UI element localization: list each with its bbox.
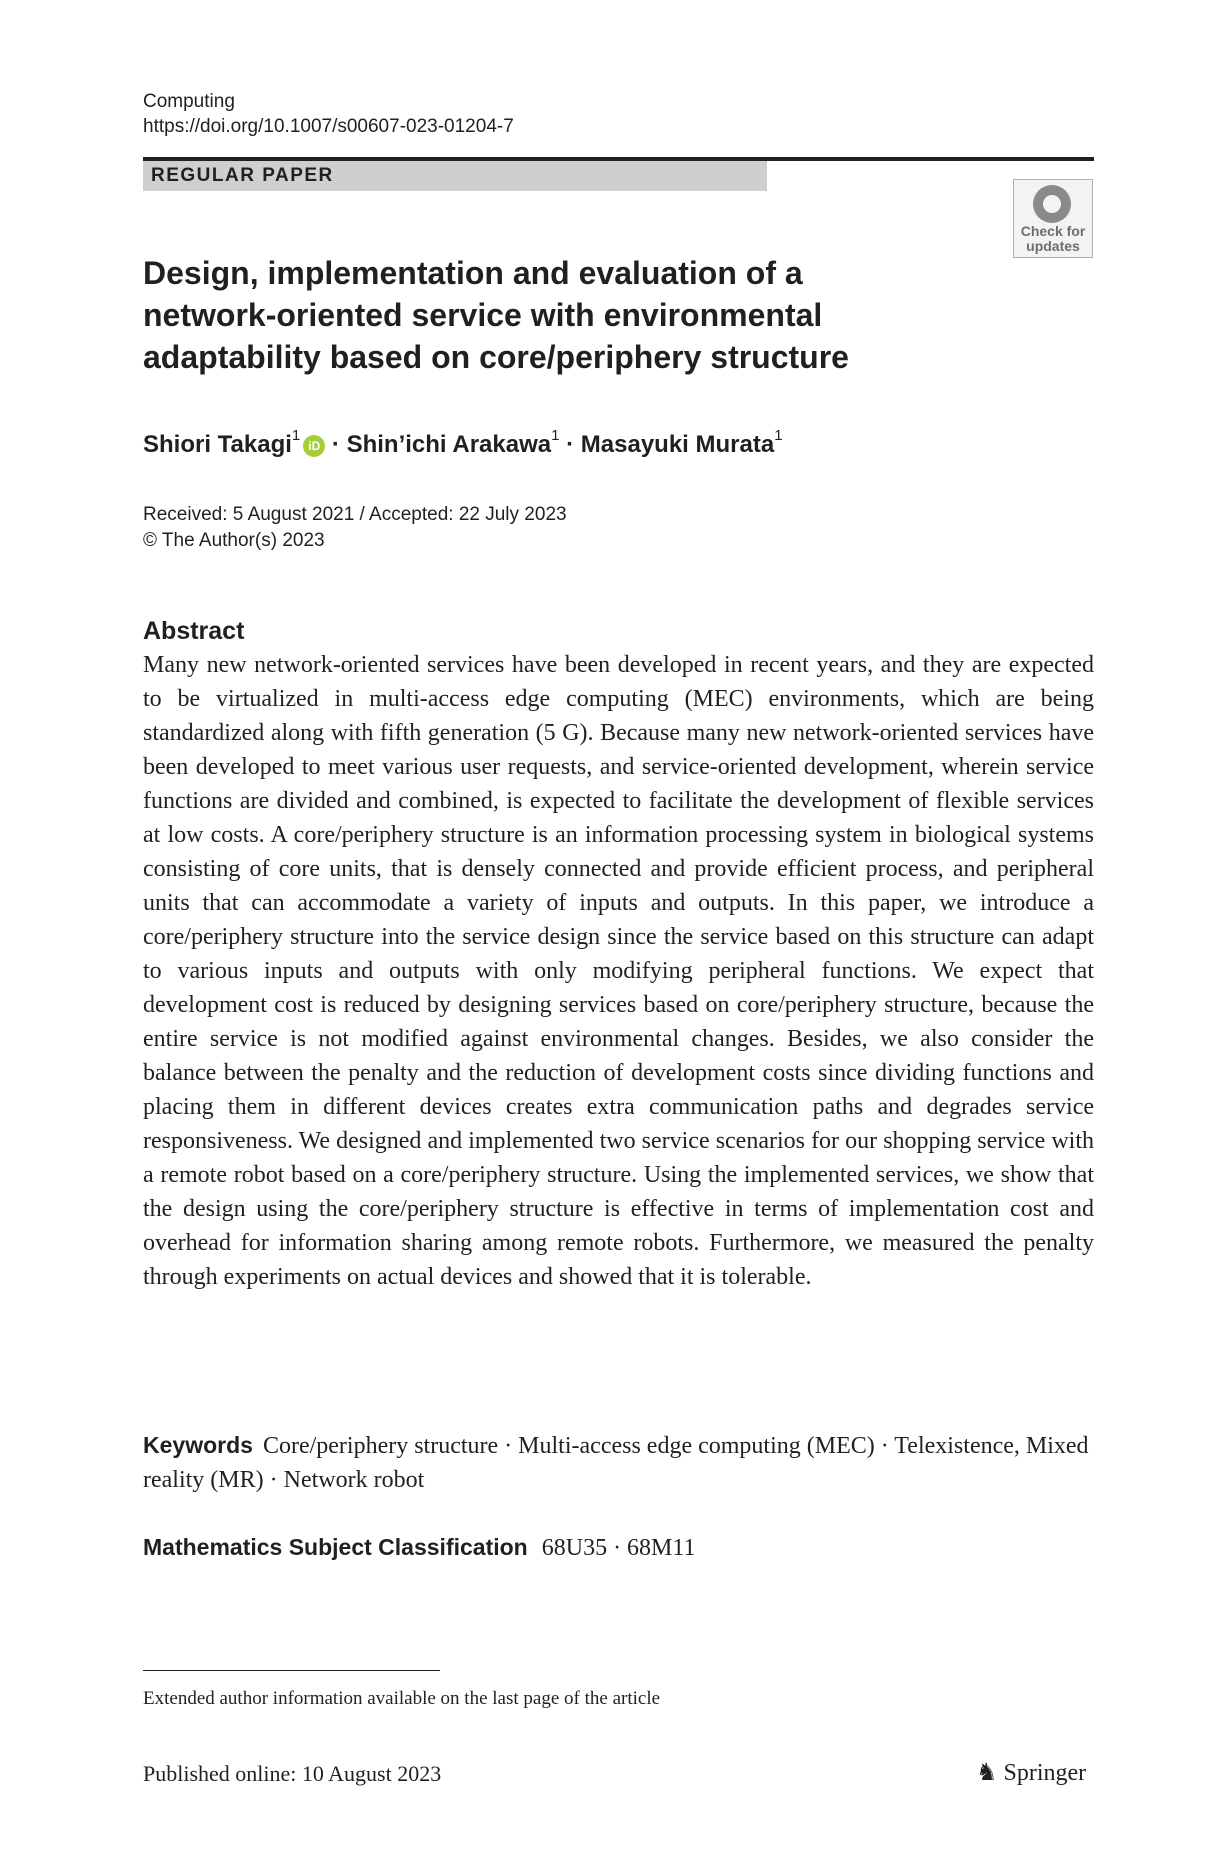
keywords-section (143, 1428, 1094, 1497)
author-list (143, 423, 783, 461)
orcid-icon[interactable]: iD (303, 435, 325, 457)
paper-type-label: REGULAR PAPER (143, 161, 767, 191)
author-separator: · (559, 431, 581, 458)
copyright-notice: © The Author(s) 2023 (143, 530, 325, 551)
journal-name: Computing (143, 91, 235, 112)
msc-codes: 68U35 · 68M11 (541, 1535, 696, 1561)
springer-horse-icon: ♞ (976, 1760, 998, 1786)
footnote-rule (143, 1670, 440, 1671)
check-for-updates-icon[interactable] (1013, 179, 1093, 258)
msc-section (143, 1530, 696, 1565)
affiliation-marker: 1 (291, 427, 301, 444)
abstract-text: Many new network-oriented services have been developed in recent years, and they are expected to be virtualized in multi-access edge computing (MEC) environments, which are being standardized along with fifth generation (5 G). Because many new network-oriented services have been developed to meet various user requests, and service-oriented development, wherein service functions are divided and combined, is expected to facilitate the development of flexible services at low costs. A core/periphery structure is an information processing system in biological systems consisting of core units, that is densely connected and provide efficient process, and peripheral units that can accommodate a variety of inputs and outputs. In this paper, we introduce a core/periphery structure into the service design since the service based on this structure can adapt to various inputs and outputs with only modifying peripheral functions. We expect that development cost is reduced by designing services based on core/periphery structure, because the entire service is not modified against environmental changes. Besides, we also consider the balance between the penalty and the reduction of development costs since dividing functions and placing them in different devices creates extra communication paths and degrades service responsiveness. We designed and implemented two service scenarios for our shopping service with a remote robot based on a core/periphery structure. Using the implemented services, we show that the design using the core/periphery structure is effective in terms of implementation cost and overhead for information sharing among remote robots. Furthermore, we measured the penalty through experiments on actual devices and showed that it is tolerable. (143, 652, 1094, 1290)
affiliation-marker: 1 (774, 427, 783, 444)
publisher-logo (976, 1758, 1086, 1788)
affiliation-marker: 1 (551, 427, 560, 444)
updates-badge-text: Check for updates (1020, 223, 1086, 254)
author-name: Masayuki Murata (580, 431, 775, 458)
received-accepted-dates: Received: 5 August 2021 / Accepted: 22 July 2023 (143, 504, 567, 525)
abstract-heading: Abstract (143, 617, 245, 645)
publisher-name: Springer (1003, 1760, 1087, 1786)
doi-link[interactable]: https://doi.org/10.1007/s00607-023-01204-7 (143, 116, 514, 137)
footnote-text: Extended author information available on the last page of the article (143, 1688, 661, 1709)
published-date: Published online: 10 August 2023 (143, 1761, 442, 1786)
msc-label: Mathematics Subject Classification (143, 1534, 528, 1560)
author-separator: · (325, 431, 347, 458)
keywords-label: Keywords (143, 1432, 253, 1458)
keywords-text: Core/periphery structure · Multi-access edge computing (MEC) · Telexistence, Mixed reality (MR) · Network robot (143, 1433, 1089, 1493)
paper-title: Design, implementation and evaluation of a network-oriented service with environmental adaptability based on core/periphery structure (143, 255, 849, 375)
updates-ring-icon (1033, 185, 1071, 223)
author-name: Shiori Takagi (143, 431, 292, 458)
author-name: Shin’ichi Arakawa (346, 431, 552, 458)
